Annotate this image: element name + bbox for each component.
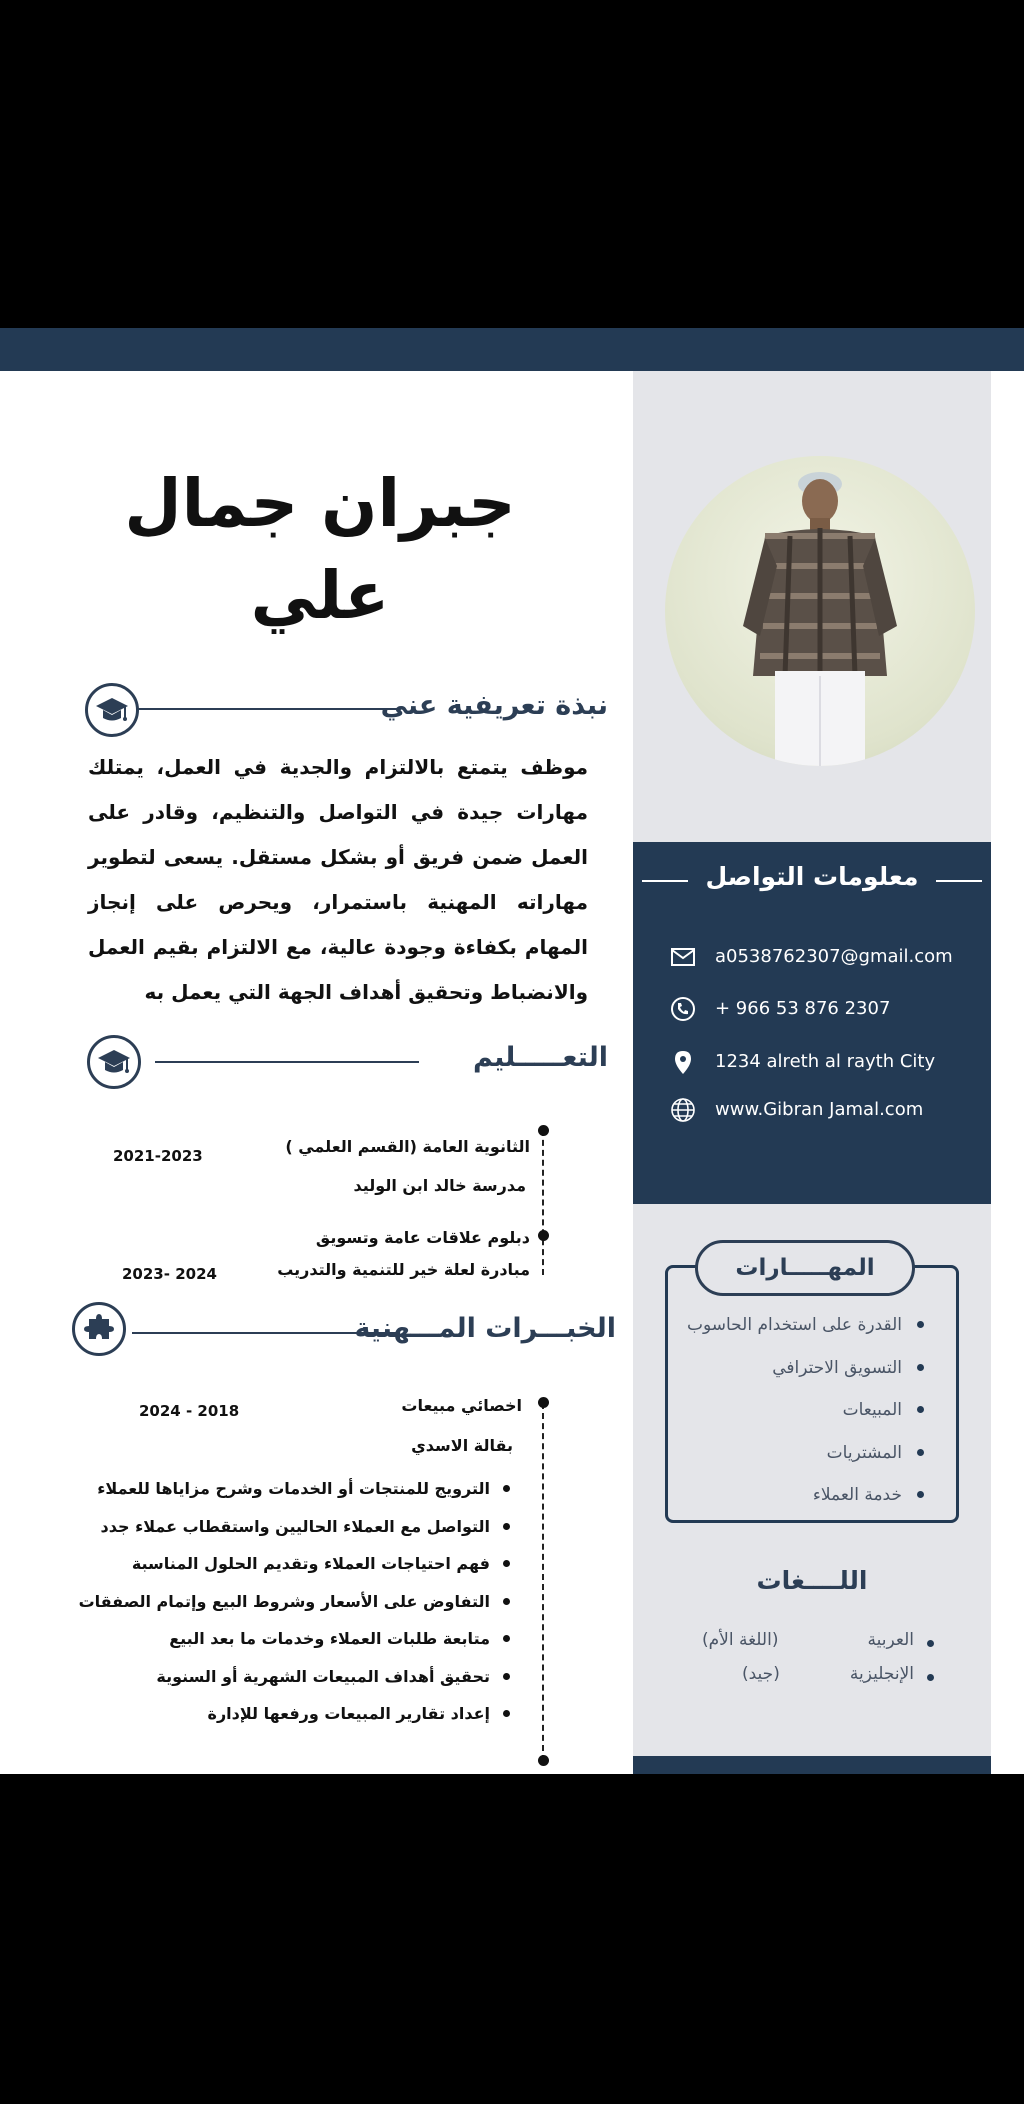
resume-page <box>0 328 1024 1774</box>
about-heading: نبذة تعريفية عني <box>380 690 608 721</box>
name-line-2: علي <box>250 557 390 634</box>
duty-item: متابعة طلبات العملاء وخدمات ما بعد البيع <box>79 1620 490 1658</box>
language-level: (جيد) <box>742 1664 780 1684</box>
languages-heading: اللــــغات <box>756 1566 868 1595</box>
education-years-1: 2021-2023 <box>113 1147 203 1165</box>
skills-heading: المهـــــارات <box>695 1240 915 1296</box>
contact-address: 1234 alreth al rayth City <box>715 1051 936 1072</box>
graduation-cap-icon <box>87 1035 141 1089</box>
contact-website[interactable]: www.Gibran Jamal.com <box>715 1099 924 1120</box>
language-level: (اللغة الأم) <box>702 1630 779 1650</box>
language-name: الإنجليزية <box>849 1664 914 1684</box>
duty-item: التفاوض على الأسعار وشروط البيع وإتمام الصفقات <box>79 1583 490 1621</box>
language-bullet <box>927 1640 934 1647</box>
duty-item: التواصل مع العملاء الحاليين واستقطاب عملاء جدد <box>79 1508 490 1546</box>
job-years: 2024 - 2018 <box>139 1402 240 1420</box>
education-school-2: مبادرة لعلة خير للتنمية والتدريب <box>277 1260 530 1279</box>
about-divider <box>138 708 400 710</box>
skill-item: خدمة العملاء <box>687 1474 902 1517</box>
mail-icon <box>669 943 697 971</box>
duty-item: إعداد تقارير المبيعات ورفعها للإدارة <box>79 1695 490 1733</box>
contact-phone[interactable]: + 966 53 876 2307 <box>715 998 891 1019</box>
contact-heading: معلومات التواصل <box>705 862 919 891</box>
skill-item: المشتريات <box>687 1432 902 1475</box>
right-margin <box>991 371 1024 1774</box>
skill-item: التسويق الاحترافي <box>687 1347 902 1390</box>
profile-photo <box>665 456 975 766</box>
contact-email[interactable]: a0538762307@gmail.com <box>715 946 953 967</box>
employer: بقالة الاسدي <box>411 1436 513 1455</box>
education-timeline <box>542 1130 544 1275</box>
about-text: موظف يتمتع بالالتزام والجدية في العمل، يمتلك مهارات جيدة في التواصل والتنظيم، وقادر على العمل ضمن فريق أو بشكل مستقل. يسعى لتطوير مهاراته المهنية باستمرار، ويحرص على إنجاز المهام بكفاءة وجودة عالية، مع الالتزام بقيم العمل والانضباط وتحقيق أهداف الجهة التي يعمل به <box>88 755 588 1004</box>
skill-item: القدرة على استخدام الحاسوب <box>687 1304 902 1347</box>
timeline-dot <box>538 1755 549 1766</box>
puzzle-icon <box>72 1302 126 1356</box>
timeline-dot <box>538 1125 549 1136</box>
education-heading: التعـــــليم <box>472 1042 608 1073</box>
education-title-1: الثانوية العامة (القسم العلمي ) <box>285 1137 530 1156</box>
location-pin-icon <box>669 1048 697 1076</box>
education-school-1: مدرسة خالد ابن الوليد <box>353 1176 526 1195</box>
skill-item: المبيعات <box>687 1389 902 1432</box>
education-years-2: 2023- 2024 <box>122 1265 217 1283</box>
duty-item: فهم احتياجات العملاء وتقديم الحلول المناسبة <box>79 1545 490 1583</box>
education-divider <box>155 1061 419 1063</box>
full-name <box>80 458 560 642</box>
timeline-dot <box>538 1397 549 1408</box>
education-title-2: دبلوم علاقات عامة وتسويق <box>315 1228 530 1247</box>
globe-icon <box>669 1096 697 1124</box>
name-line-1: جبران جمال <box>124 465 516 542</box>
experience-heading: الخبـــرات المـــهنية <box>354 1313 616 1344</box>
experience-timeline <box>542 1403 544 1761</box>
duty-item: الترويج للمنتجات أو الخدمات وشرح مزاياها للعملاء <box>79 1470 490 1508</box>
graduation-cap-icon <box>85 683 139 737</box>
language-bullet <box>927 1674 934 1681</box>
timeline-dot <box>538 1230 549 1241</box>
contact-panel <box>633 842 991 1204</box>
sidebar-bottom-bar <box>633 1756 991 1774</box>
duty-item: تحقيق أهداف المبيعات الشهرية أو السنوية <box>79 1658 490 1696</box>
language-name: العربية <box>867 1630 914 1650</box>
job-title: اخصائي مبيعات <box>401 1396 522 1415</box>
skills-list <box>687 1304 924 1517</box>
top-bar <box>0 328 1024 371</box>
phone-icon <box>669 995 697 1023</box>
duties-list <box>79 1470 514 1733</box>
person-illustration <box>665 456 975 766</box>
